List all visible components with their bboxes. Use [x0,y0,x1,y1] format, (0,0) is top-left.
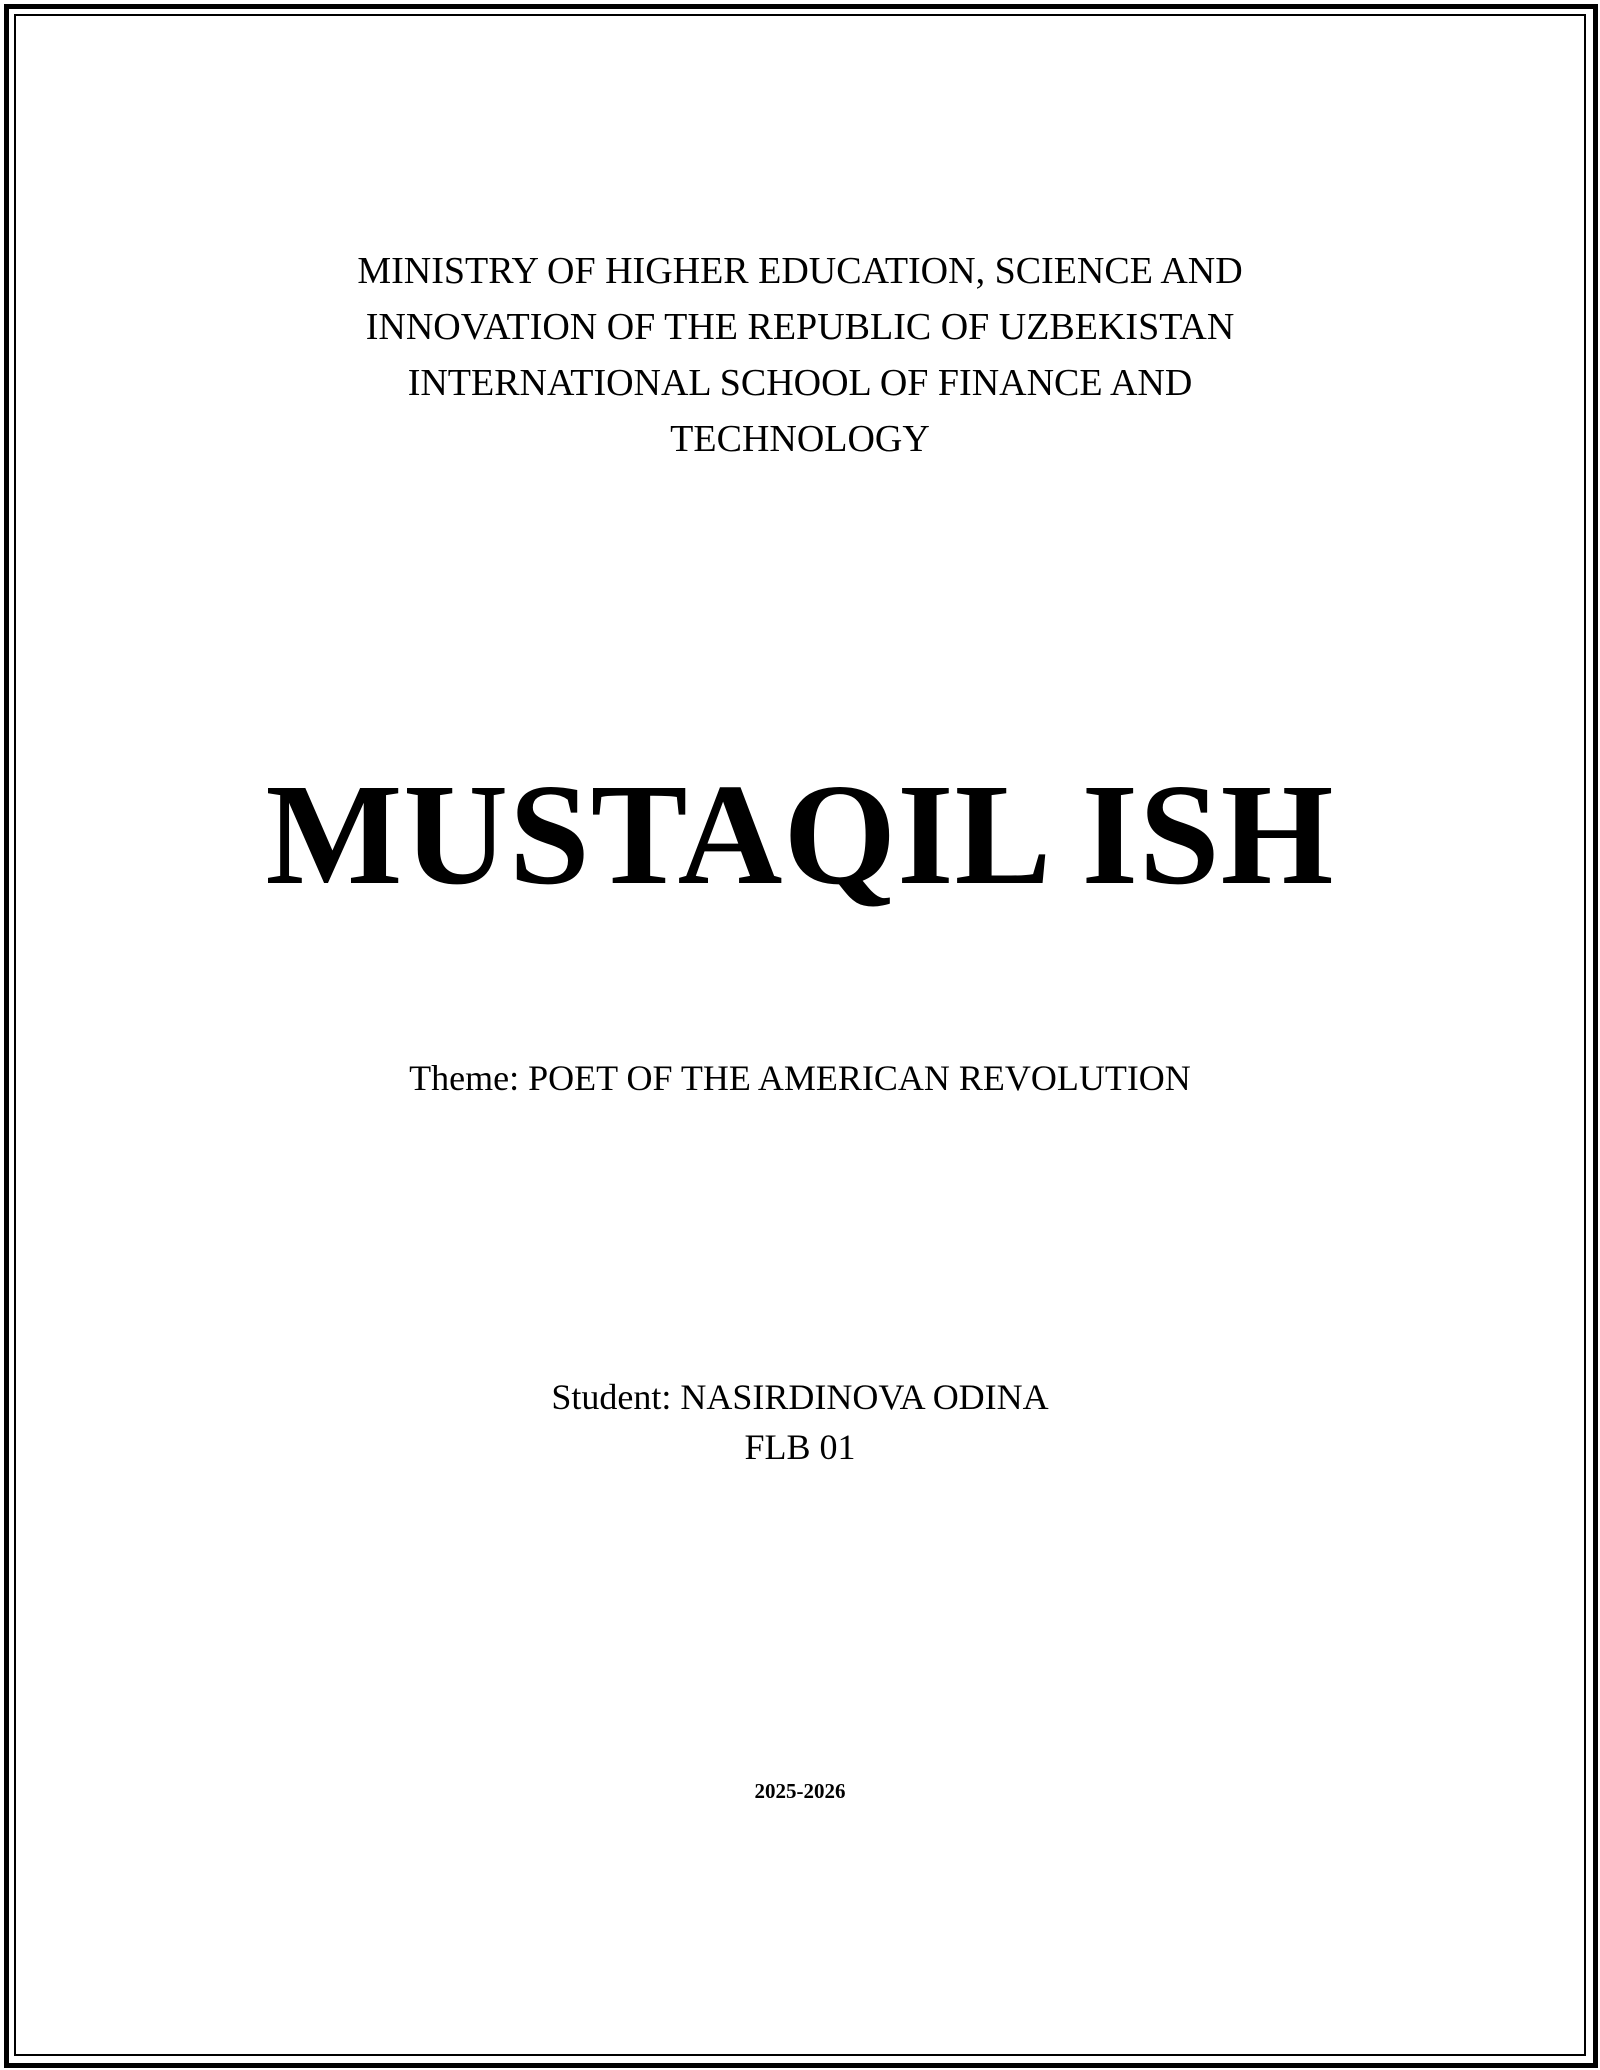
document-title: MUSTAQIL ISH [265,755,1335,915]
institution-header [0,243,1600,467]
institution-line: MINISTRY OF HIGHER EDUCATION, SCIENCE AND [357,250,1243,292]
student-group: FLB 01 [744,1427,856,1467]
student-info [0,1372,1600,1472]
institution-line: INTERNATIONAL SCHOOL OF FINANCE AND [407,362,1193,404]
institution-line: INNOVATION OF THE REPUBLIC OF UZBEKISTAN [365,306,1235,348]
academic-year: 2025-2026 [754,1779,846,1803]
student-name: Student: NASIRDINOVA ODINA [551,1377,1049,1417]
institution-line: TECHNOLOGY [670,418,930,460]
theme-line: Theme: POET OF THE AMERICAN REVOLUTION [409,1058,1191,1098]
